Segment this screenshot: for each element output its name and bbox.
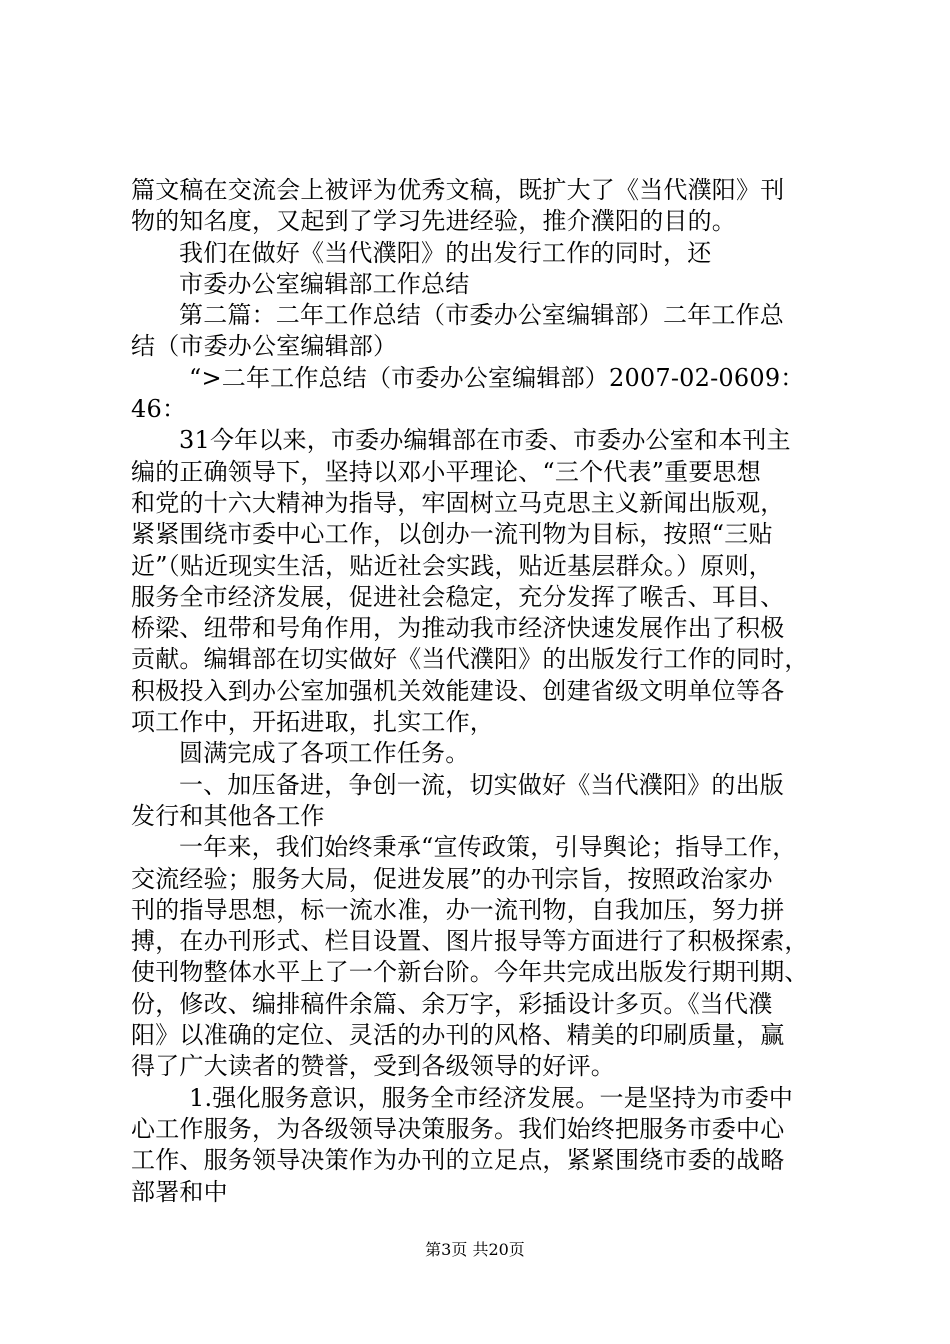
text-line: 和党的十六大精神为指导，牢固树立马克思主义新闻出版观，: [131, 488, 785, 517]
text-line: 46：: [131, 395, 187, 424]
text-line: 第二篇：二年工作总结（市委办公室编辑部）二年工作总: [179, 301, 784, 330]
text-line: 使刊物整体水平上了一个新台阶。今年共完成出版发行期刊期、: [131, 958, 809, 987]
text-line: 贡献。编辑部在切实做好《当代濮阳》的出版发行工作的同时，: [131, 645, 809, 674]
text-line: 份，修改、编排稿件余篇、余万字，彩插设计多页。《当代濮: [131, 989, 773, 1018]
text-line: 心工作服务，为各级领导决策服务。我们始终把服务市委中心: [131, 1114, 785, 1143]
text-line: 31今年以来，市委办编辑部在市委、市委办公室和本刊主: [179, 426, 791, 455]
page-footer: [0, 1240, 950, 1260]
text-line: 物的知名度，又起到了学习先进经验，推介濮阳的目的。: [131, 207, 736, 236]
document-body: [131, 175, 831, 1208]
text-line: “>二年工作总结（市委办公室编辑部）2007-02-0609：: [189, 363, 805, 392]
text-line: 项工作中，开拓进取，扎实工作，: [131, 708, 494, 737]
text-line: 编的正确领导下，坚持以邓小平理论、“三个代表”重要思想: [131, 457, 761, 486]
text-line: 工作、服务领导决策作为办刊的立足点，紧紧围绕市委的战略: [131, 1146, 785, 1175]
text-line: 部署和中: [131, 1177, 228, 1206]
text-line: 圆满完成了各项工作任务。: [179, 739, 470, 768]
text-line: 市委办公室编辑部工作总结: [179, 269, 470, 298]
text-line: 交流经验；服务大局，促进发展”的办刊宗旨，按照政治家办: [131, 864, 773, 893]
text-line: 篇文稿在交流会上被评为优秀文稿，既扩大了《当代濮阳》刊: [131, 176, 785, 204]
text-line: 得了广大读者的赞誉，受到各级领导的好评。: [131, 1052, 615, 1081]
text-line: 搏，在办刊形式、栏目设置、图片报导等方面进行了积极探索，: [131, 927, 809, 956]
text-line: 一年来，我们始终秉承“宣传政策，引导舆论；指导工作，: [179, 833, 797, 862]
text-line: 我们在做好《当代濮阳》的出发行工作的同时，还: [179, 238, 712, 267]
text-line: 结（市委办公室编辑部）: [131, 332, 398, 361]
text-line: 服务全市经济发展，促进社会稳定，充分发挥了喉舌、耳目、: [131, 582, 785, 611]
text-line: 近”（贴近现实生活，贴近社会实践，贴近基层群众。）原则，: [131, 551, 773, 580]
text-line: 桥梁、纽带和号角作用，为推动我市经济快速发展作出了积极: [131, 614, 785, 643]
text-line: 积极投入到办公室加强机关效能建设、创建省级文明单位等各: [131, 676, 785, 705]
text-line: 刊的指导思想，标一流水准，办一流刊物，自我加压，努力拼: [131, 895, 785, 924]
text-line: 一、加压备进，争创一流，切实做好《当代濮阳》的出版: [179, 770, 784, 799]
text-line: 紧紧围绕市委中心工作，以创办一流刊物为目标，按照“三贴: [131, 520, 773, 549]
page-number-label: 第3页 共20页: [425, 1240, 525, 1259]
text-line: 发行和其他各工作: [131, 801, 325, 830]
text-line: 1.强化服务意识，服务全市经济发展。一是坚持为市委中: [189, 1083, 794, 1112]
text-line: 阳》以准确的定位、灵活的办刊的风格、精美的印刷质量，赢: [131, 1021, 785, 1050]
